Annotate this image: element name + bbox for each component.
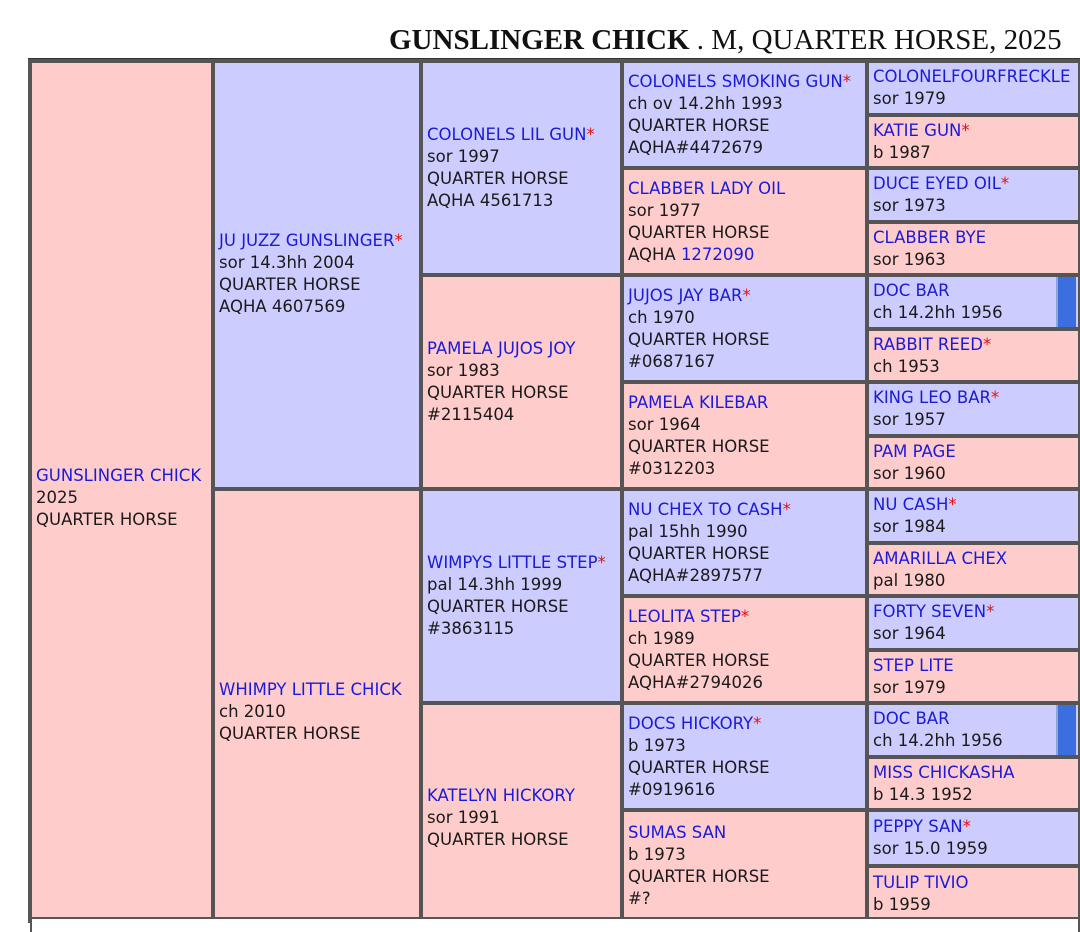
- horse-name-link[interactable]: NU CHEX TO CASH: [628, 499, 783, 519]
- pedigree-gen4-cell: [867, 650, 1080, 703]
- horse-name-link[interactable]: DOCS HICKORY: [628, 713, 754, 733]
- horse-info: b 14.3 1952: [873, 784, 973, 804]
- horse-info: ch ov 14.2hh 1993: [628, 93, 783, 113]
- horse-breed: QUARTER HORSE: [628, 866, 770, 886]
- horse-breed: QUARTER HORSE: [628, 436, 770, 456]
- horse-breed: QUARTER HORSE: [628, 543, 770, 563]
- horse-info: ch 1989: [628, 628, 695, 648]
- horse-registration: AQHA 1272090: [628, 244, 755, 264]
- horse-breed: QUARTER HORSE: [427, 597, 569, 616]
- pedigree-gen4-cell: [867, 382, 1080, 436]
- horse-breed: QUARTER HORSE: [219, 275, 361, 294]
- horse-name-link[interactable]: PAMELA JUJOS JOY: [427, 339, 576, 358]
- horse-registration: #3863115: [427, 619, 515, 638]
- pedigree-gen4-cell: [867, 275, 1080, 329]
- horse-info: ch 14.2hh 1956: [873, 731, 1003, 750]
- star-marker: *: [1000, 174, 1010, 193]
- registration-link[interactable]: 1272090: [680, 244, 755, 264]
- pedigree-gen2-cell: [421, 703, 622, 921]
- horse-info: ch 14.2hh 1956: [873, 303, 1003, 322]
- horse-info: ch 1970: [628, 307, 695, 327]
- horse-info: ch 1953: [873, 356, 940, 376]
- horse-name-link[interactable]: TULIP TIVIO: [873, 872, 969, 892]
- horse-info: pal 14.3hh 1999: [427, 575, 563, 594]
- horse-info: sor 1964: [628, 414, 701, 434]
- horse-name-link[interactable]: COLONELS LIL GUN: [427, 125, 587, 144]
- pedigree-subject: [30, 61, 213, 921]
- pedigree-gen4-cell: [867, 703, 1080, 757]
- horse-registration: AQHA#4472679: [628, 137, 763, 157]
- horse-name-link[interactable]: LEOLITA STEP: [628, 606, 741, 626]
- horse-info: b 1959: [873, 894, 931, 914]
- star-marker: *: [782, 499, 791, 519]
- horse-info: sor 1979: [873, 677, 946, 697]
- horse-name-link[interactable]: COLONELS SMOKING GUN: [628, 71, 843, 91]
- horse-info: sor 1964: [873, 624, 946, 643]
- horse-name-link[interactable]: KATELYN HICKORY: [427, 786, 575, 805]
- horse-info: sor 1973: [873, 196, 946, 215]
- horse-info: sor 1957: [873, 410, 946, 429]
- horse-breed: QUARTER HORSE: [628, 757, 770, 777]
- pedigree-gen4-cell: [867, 757, 1080, 810]
- star-marker: *: [948, 495, 957, 514]
- horse-breed: QUARTER HORSE: [628, 650, 770, 670]
- pedigree-chart: [28, 58, 1080, 923]
- star-marker: *: [986, 602, 995, 621]
- star-marker: *: [961, 120, 970, 140]
- scroll-tab[interactable]: [1056, 705, 1076, 755]
- horse-info: sor 1997: [427, 147, 500, 166]
- star-marker: *: [842, 71, 851, 91]
- horse-name-link[interactable]: DUCE EYED OIL: [873, 174, 1001, 193]
- horse-registration: #2115404: [427, 405, 515, 424]
- horse-name-link[interactable]: WIMPYS LITTLE STEP: [427, 553, 598, 572]
- horse-info: ch 2010: [219, 702, 286, 721]
- pedigree-gen3-cell: [622, 61, 867, 168]
- scroll-tab[interactable]: [1056, 277, 1076, 327]
- horse-info: sor 1979: [873, 89, 946, 108]
- star-marker: *: [753, 713, 762, 733]
- pedigree-gen4-cell: [867, 329, 1080, 382]
- horse-registration: #0687167: [628, 351, 716, 371]
- pedigree-gen3-cell: [622, 596, 867, 703]
- horse-name-link[interactable]: SUMAS SAN: [628, 822, 727, 842]
- pedigree-gen4-cell: [867, 596, 1080, 650]
- page-title: GUNSLINGER CHICK . M, QUARTER HORSE, 2025: [389, 24, 1062, 56]
- horse-info: pal 15hh 1990: [628, 521, 748, 541]
- pedigree-gen3-cell: [622, 382, 867, 489]
- horse-breed: QUARTER HORSE: [628, 222, 770, 242]
- pedigree-gen4-cell: [867, 222, 1080, 275]
- horse-name-link[interactable]: DOC BAR: [873, 709, 950, 728]
- horse-info: sor 15.0 1959: [873, 839, 988, 858]
- horse-info: sor 1991: [427, 808, 500, 827]
- horse-name-link[interactable]: KATIE GUN: [873, 120, 962, 140]
- pedigree-gen4-cell: [867, 61, 1080, 115]
- pedigree-gen3-cell: [622, 703, 867, 810]
- horse-info: pal 1980: [873, 570, 946, 590]
- horse-name-link[interactable]: AMARILLA CHEX: [873, 548, 1008, 568]
- horse-name-link[interactable]: COLONELFOURFRECKLE: [873, 67, 1071, 86]
- horse-info: sor 14.3hh 2004: [219, 253, 355, 272]
- horse-info: b 1987: [873, 142, 931, 162]
- pedigree-gen2-cell: [421, 61, 622, 275]
- star-marker: *: [990, 388, 1000, 407]
- star-marker: *: [597, 553, 606, 572]
- horse-breed: QUARTER HORSE: [427, 169, 569, 188]
- horse-name-link[interactable]: NU CASH: [873, 495, 949, 514]
- horse-breed: QUARTER HORSE: [628, 329, 770, 349]
- horse-info: sor 1960: [873, 463, 946, 483]
- pedigree-gen4-cell: [867, 543, 1080, 596]
- horse-name-link[interactable]: GUNSLINGER CHICK: [36, 466, 202, 485]
- horse-name-link[interactable]: WHIMPY LITTLE CHICK: [219, 680, 402, 699]
- horse-breed: QUARTER HORSE: [219, 724, 361, 743]
- horse-breed: QUARTER HORSE: [427, 830, 569, 849]
- pedigree-gen3-cell: [622, 275, 867, 382]
- pedigree-gen4-cell: [867, 489, 1080, 543]
- horse-name-link[interactable]: CLABBER LADY OIL: [628, 178, 786, 198]
- horse-name-link[interactable]: KING LEO BAR: [873, 388, 991, 407]
- pedigree-gen4-cell: [867, 436, 1080, 489]
- pedigree-gen4-cell: [867, 810, 1080, 866]
- horse-registration: AQHA#2897577: [628, 565, 763, 585]
- horse-info: sor 1984: [873, 517, 946, 536]
- horse-name-link[interactable]: STEP LITE: [873, 655, 954, 675]
- horse-registration: #0919616: [628, 779, 716, 799]
- horse-registration: AQHA 4561713: [427, 191, 554, 210]
- pedigree-dam: [213, 489, 421, 921]
- horse-breed: QUARTER HORSE: [36, 510, 178, 529]
- horse-registration: #?: [628, 888, 651, 908]
- pedigree-gen3-cell: [622, 810, 867, 921]
- horse-name-link[interactable]: MISS CHICKASHA: [873, 762, 1015, 782]
- horse-registration: AQHA 4607569: [219, 297, 346, 316]
- pedigree-gen2-cell: [421, 275, 622, 489]
- horse-name-link[interactable]: FORTY SEVEN: [873, 602, 987, 621]
- horse-info: b 1973: [628, 844, 686, 864]
- pedigree-gen3-cell: [622, 168, 867, 275]
- star-marker: *: [982, 334, 992, 354]
- horse-name-link[interactable]: PAM PAGE: [873, 441, 956, 461]
- pedigree-gen2-cell: [421, 489, 622, 703]
- horse-name-link[interactable]: RABBIT REED: [873, 334, 983, 354]
- horse-info: b 1973: [628, 735, 686, 755]
- horse-registration: AQHA#2794026: [628, 672, 763, 692]
- horse-name-link[interactable]: JUJOS JAY BAR: [628, 285, 743, 305]
- horse-info: sor 1963: [873, 249, 946, 269]
- horse-breed: QUARTER HORSE: [427, 383, 569, 402]
- pedigree-gen4-cell: [867, 168, 1080, 222]
- horse-name-link[interactable]: DOC BAR: [873, 281, 950, 300]
- star-marker: *: [586, 125, 595, 144]
- next-table-edge: [30, 917, 1080, 932]
- horse-name-link[interactable]: CLABBER BYE: [873, 227, 987, 247]
- pedigree-gen4-cell: [867, 866, 1080, 921]
- horse-info: sor 1977: [628, 200, 701, 220]
- horse-registration: #0312203: [628, 458, 716, 478]
- pedigree-gen3-cell: [622, 489, 867, 596]
- star-marker: *: [740, 606, 750, 626]
- pedigree-gen4-cell: [867, 115, 1080, 168]
- star-marker: *: [742, 285, 751, 305]
- horse-breed: QUARTER HORSE: [628, 115, 770, 135]
- horse-info: 2025: [36, 488, 78, 507]
- horse-name-link[interactable]: PEPPY SAN: [873, 817, 963, 836]
- horse-name-link[interactable]: PAMELA KILEBAR: [628, 392, 769, 412]
- star-marker: *: [394, 231, 403, 250]
- star-marker: *: [962, 817, 971, 836]
- pedigree-sire: [213, 61, 421, 489]
- horse-info: sor 1983: [427, 361, 500, 380]
- horse-name-link[interactable]: JU JUZZ GUNSLINGER: [219, 231, 395, 250]
